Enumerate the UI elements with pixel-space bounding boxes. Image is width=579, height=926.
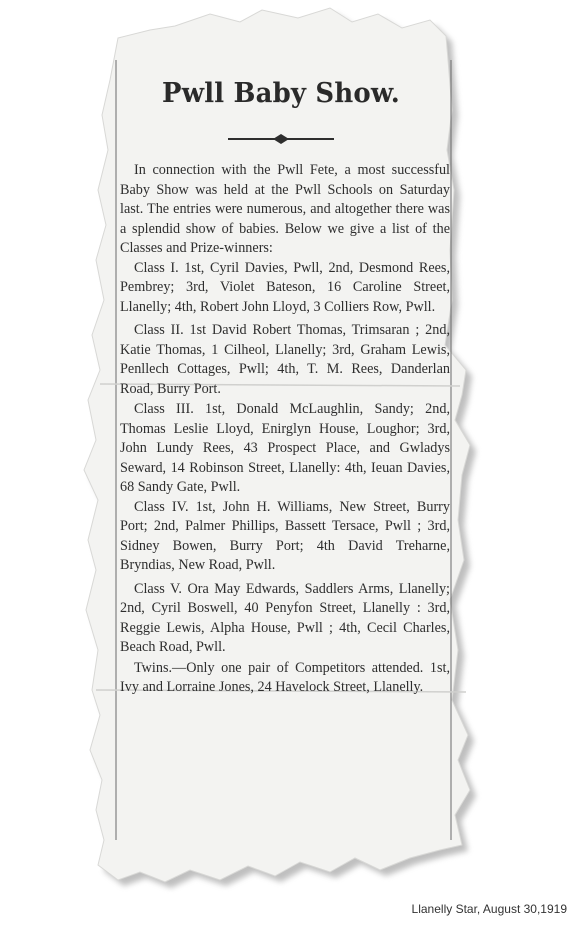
class-3-paragraph: Class III. 1st, Donald McLaughlin, Sandy; 2nd, Thomas Leslie Lloyd, Enirglyn House, Loughor; 3rd, John Lundy Rees, 43 Prospect Place, and Gwladys Seward, 14 Robinson Street, Llanelly: 4th, Ieuan Davies, 68 Sandy Gate, Pwll. — [120, 401, 450, 495]
article-headline: Pwll Baby Show. — [162, 78, 400, 109]
class-2-paragraph: Class II. 1st David Robert Thomas, Trimsaran ; 2nd, Katie Thomas, 1 Cilheol, Llanelly; 3rd, Graham Lewis, Penllech Cottages, Pwll; 4th, T. M. Rees, Danderlan Road, Burry Port. — [120, 322, 450, 397]
decorative-divider-icon — [228, 134, 334, 144]
class-1-paragraph: Class I. 1st, Cyril Davies, Pwll, 2nd, Desmond Rees, Pembrey; 3rd, Violet Bateson, 16 Caroline Street, Llanelly; 4th, Robert John Lloyd, 3 Colliers Row, Pwll. — [120, 259, 450, 315]
source-credit: Llanelly Star, August 30,1919 — [411, 902, 567, 916]
article-clipping — [108, 58, 454, 858]
intro-paragraph: In connection with the Pwll Fete, a most successful Baby Show was held at the Pwll Schools on Saturday last. The entries were numerous, and altogether there was a splendid show of babies. Below we give a list of the Classes and Prize-winners: — [120, 162, 450, 256]
class-4-paragraph: Class IV. 1st, John H. Williams, New Street, Burry Port; 2nd, Palmer Phillips, Bassett Tersace, Pwll ; 3rd, Sidney Bowen, Burry Port; 4th David Treharne, Bryndias, New Road, Pwll. — [120, 498, 450, 573]
article-body — [120, 161, 450, 698]
class-5-paragraph: Class V. Ora May Edwards, Saddlers Arms, Llanelly; 2nd, Cyril Boswell, 40 Penyfon Street, Llanelly : 3rd, Reggie Lewis, Alpha House, Pwll ; 4th, Cecil Charles, Beach Road, Pwll. — [120, 580, 450, 655]
twins-paragraph: Twins.—Only one pair of Competitors attended. 1st, Ivy and Lorraine Jones, 24 Havelock Street, Llanelly. — [120, 659, 450, 695]
